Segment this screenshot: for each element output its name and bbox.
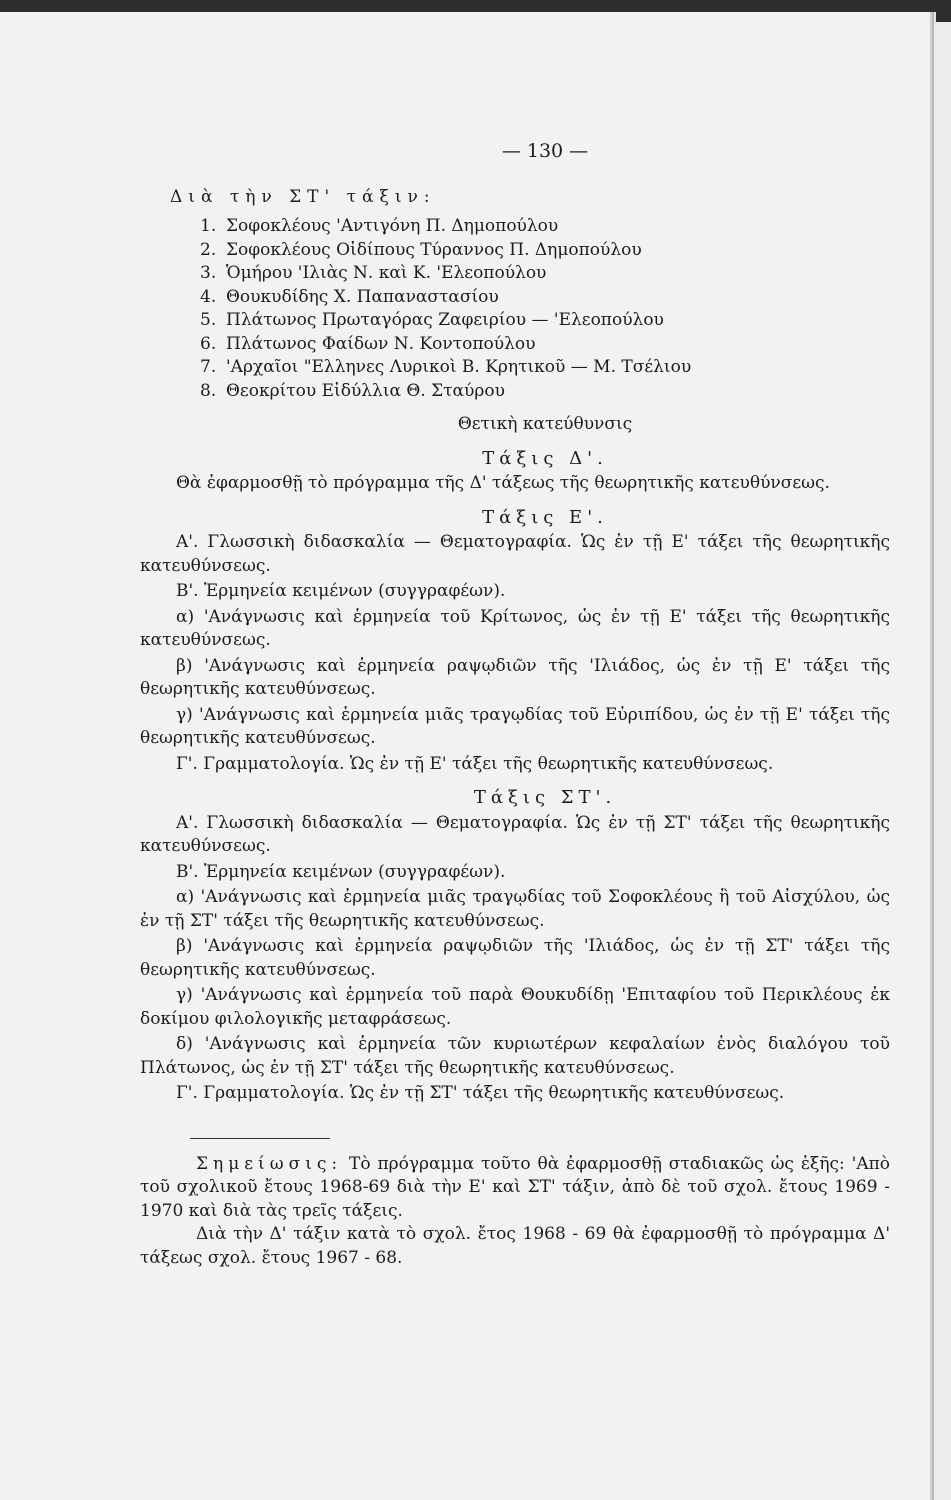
footnote-2: Διὰ τὴν Δ' τάξιν κατὰ τὸ σχολ. ἔτος 1968 - 69 θὰ ἐφαρμοσθῇ τὸ πρόγραμμα Δ' τάξεως σχολ. ἔτους 1967 - 68.: [140, 1224, 890, 1268]
class-e-paragraph: β) 'Ανάγνωσις καὶ ἑρμηνεία ραψῳδιῶν τῆς 'Ιλιάδος, ὡς ἐν τῇ Ε' τάξει τῆς θεωρητικῆς κατευθύνσεως.: [140, 655, 890, 699]
footnote-label: Σημείωσις:: [196, 1153, 343, 1174]
class-e-paragraph: Α'. Γλωσσικὴ διδασκαλία — Θεματογραφία. Ὡς ἐν τῇ Ε' τάξει τῆς θεωρητικῆς κατευθύνσεως.: [140, 532, 890, 576]
list-number: 6.: [200, 333, 217, 354]
list-text: Πλάτωνος Φαίδων Ν. Κοντοπούλου: [226, 333, 536, 354]
footnotes: [140, 1153, 890, 1271]
list-item: [200, 380, 890, 404]
list-text: Σοφοκλέους Οἰδίπους Τύραννος Π. Δημοπούλου: [226, 239, 642, 260]
class-d-title: Τάξις Δ'.: [482, 447, 608, 469]
page-number: — 130 —: [501, 140, 589, 162]
page-content: [140, 140, 890, 1270]
class-st-paragraph: Γ'. Γραμματολογία. Ὡς ἐν τῇ ΣΤ' τάξει τῆς θεωρητικῆς κατευθύνσεως.: [176, 1083, 785, 1103]
class-e-paragraph: γ) 'Ανάγνωσις καὶ ἑρμηνεία μιᾶς τραγῳδίας τοῦ Εὐριπίδου, ὡς ἐν τῇ Ε' τάξει τῆς θεωρητικῆς κατευθύνσεως.: [140, 704, 890, 748]
list-item: [200, 286, 890, 310]
class-e-paragraph: Β'. Ἑρμηνεία κειμένων (συγγραφέων).: [176, 581, 506, 601]
class-st-paragraph: Β'. Ἑρμηνεία κειμένων (συγγραφέων).: [176, 861, 506, 882]
footnote-divider: [190, 1138, 330, 1139]
footnote-text: Τὸ πρόγραμμα τοῦτο θὰ ἐφαρμοσθῇ σταδιακῶς ὡς ἑξῆς: 'Απὸ τοῦ σχολικοῦ ἔτους 1968-69 διὰ τὴν Ε' καὶ ΣΤ' τάξιν, ἀπὸ δὲ τοῦ σχολ. ἔτους 1969 - 1970 καὶ διὰ τὰς τρεῖς τάξεις.: [140, 1153, 891, 1221]
section-title: Θετικὴ κατεύθυνσις: [457, 414, 633, 434]
list-item: [200, 239, 890, 263]
list-item: [200, 215, 890, 239]
list-number: 1.: [200, 216, 217, 236]
footnote-1: [140, 1153, 890, 1224]
class-st-paragraph: β) 'Ανάγνωσις καὶ ἑρμηνεία ραψῳδιῶν τῆς 'Ιλιάδος, ὡς ἐν τῇ ΣΤ' τάξει τῆς θεωρητικῆς κατευθύνσεως.: [140, 936, 890, 980]
class-st-title: Τάξις ΣΤ'.: [473, 787, 617, 808]
list-text: 'Αρχαῖοι "Ελληνες Λυρικοὶ Β. Κρητικοῦ — Μ. Τσέλιου: [226, 357, 692, 377]
list-number: 5.: [200, 310, 217, 330]
class-st-paragraph: α) 'Ανάγνωσις καὶ ἑρμηνεία μιᾶς τραγῳδίας τοῦ Σοφοκλέους ἢ τοῦ Αἰσχύλου, ὡς ἐν τῇ ΣΤ' τάξει τῆς θεωρητικῆς κατευθύνσεως.: [140, 887, 890, 931]
list-number: 4.: [200, 286, 217, 307]
class-st-paragraph: Α'. Γλωσσικὴ διδασκαλία — Θεματογραφία. Ὡς ἐν τῇ ΣΤ' τάξει τῆς θεωρητικῆς κατευθύνσεως.: [140, 812, 890, 856]
page-right-margin: [934, 22, 951, 1500]
list-text: Πλάτωνος Πρωταγόρας Ζαφειρίου — 'Ελεοπούλου: [226, 310, 664, 330]
class-e-title: Τάξις Ε'.: [482, 506, 608, 528]
list-text: Σοφοκλέους 'Αντιγόνη Π. Δημοπούλου: [226, 216, 559, 236]
list-text: Θουκυδίδης Χ. Παπαναστασίου: [226, 286, 499, 307]
list-number: 8.: [200, 380, 217, 401]
list-text: Ὁμήρου 'Ιλιὰς Ν. καὶ Κ. 'Ελεοπούλου: [226, 263, 547, 283]
class-d-text: Θὰ ἐφαρμοσθῇ τὸ πρόγραμμα τῆς Δ' τάξεως τῆς θεωρητικῆς κατευθύνσεως.: [176, 473, 830, 493]
list-item: [200, 309, 890, 333]
section-heading: Διὰ τὴν ΣΤ' τάξιν:: [170, 186, 436, 207]
class-st-paragraph: δ) 'Ανάγνωσις καὶ ἑρμηνεία τῶν κυριωτέρων κεφαλαίων ἑνὸς διαλόγου τοῦ Πλάτωνος, ὡς ἐν τῇ ΣΤ' τάξει τῆς θεωρητικῆς κατευθύνσεως.: [140, 1034, 890, 1078]
list-item: [200, 262, 890, 286]
list-number: 7.: [200, 357, 217, 377]
list-item: [200, 356, 890, 380]
book-list: [140, 215, 890, 403]
class-st-paragraph: γ) 'Ανάγνωσις καὶ ἑρμηνεία τοῦ παρὰ Θουκυδίδῃ 'Επιταφίου τοῦ Περικλέους ἐκ δοκίμου φιλολογικῆς μεταφράσεως.: [140, 985, 890, 1029]
list-number: 2.: [200, 239, 217, 260]
list-number: 3.: [200, 263, 217, 283]
list-item: [200, 333, 890, 357]
class-e-paragraph: Γ'. Γραμματολογία. Ὡς ἐν τῇ Ε' τάξει τῆς θεωρητικῆς κατευθύνσεως.: [176, 753, 774, 774]
class-e-paragraph: α) 'Ανάγνωσις καὶ ἑρμηνεία τοῦ Κρίτωνος, ὡς ἐν τῇ Ε' τάξει τῆς θεωρητικῆς κατευθύνσεως.: [140, 606, 890, 650]
list-text: Θεοκρίτου Εἰδύλλια Θ. Σταύρου: [226, 380, 505, 401]
